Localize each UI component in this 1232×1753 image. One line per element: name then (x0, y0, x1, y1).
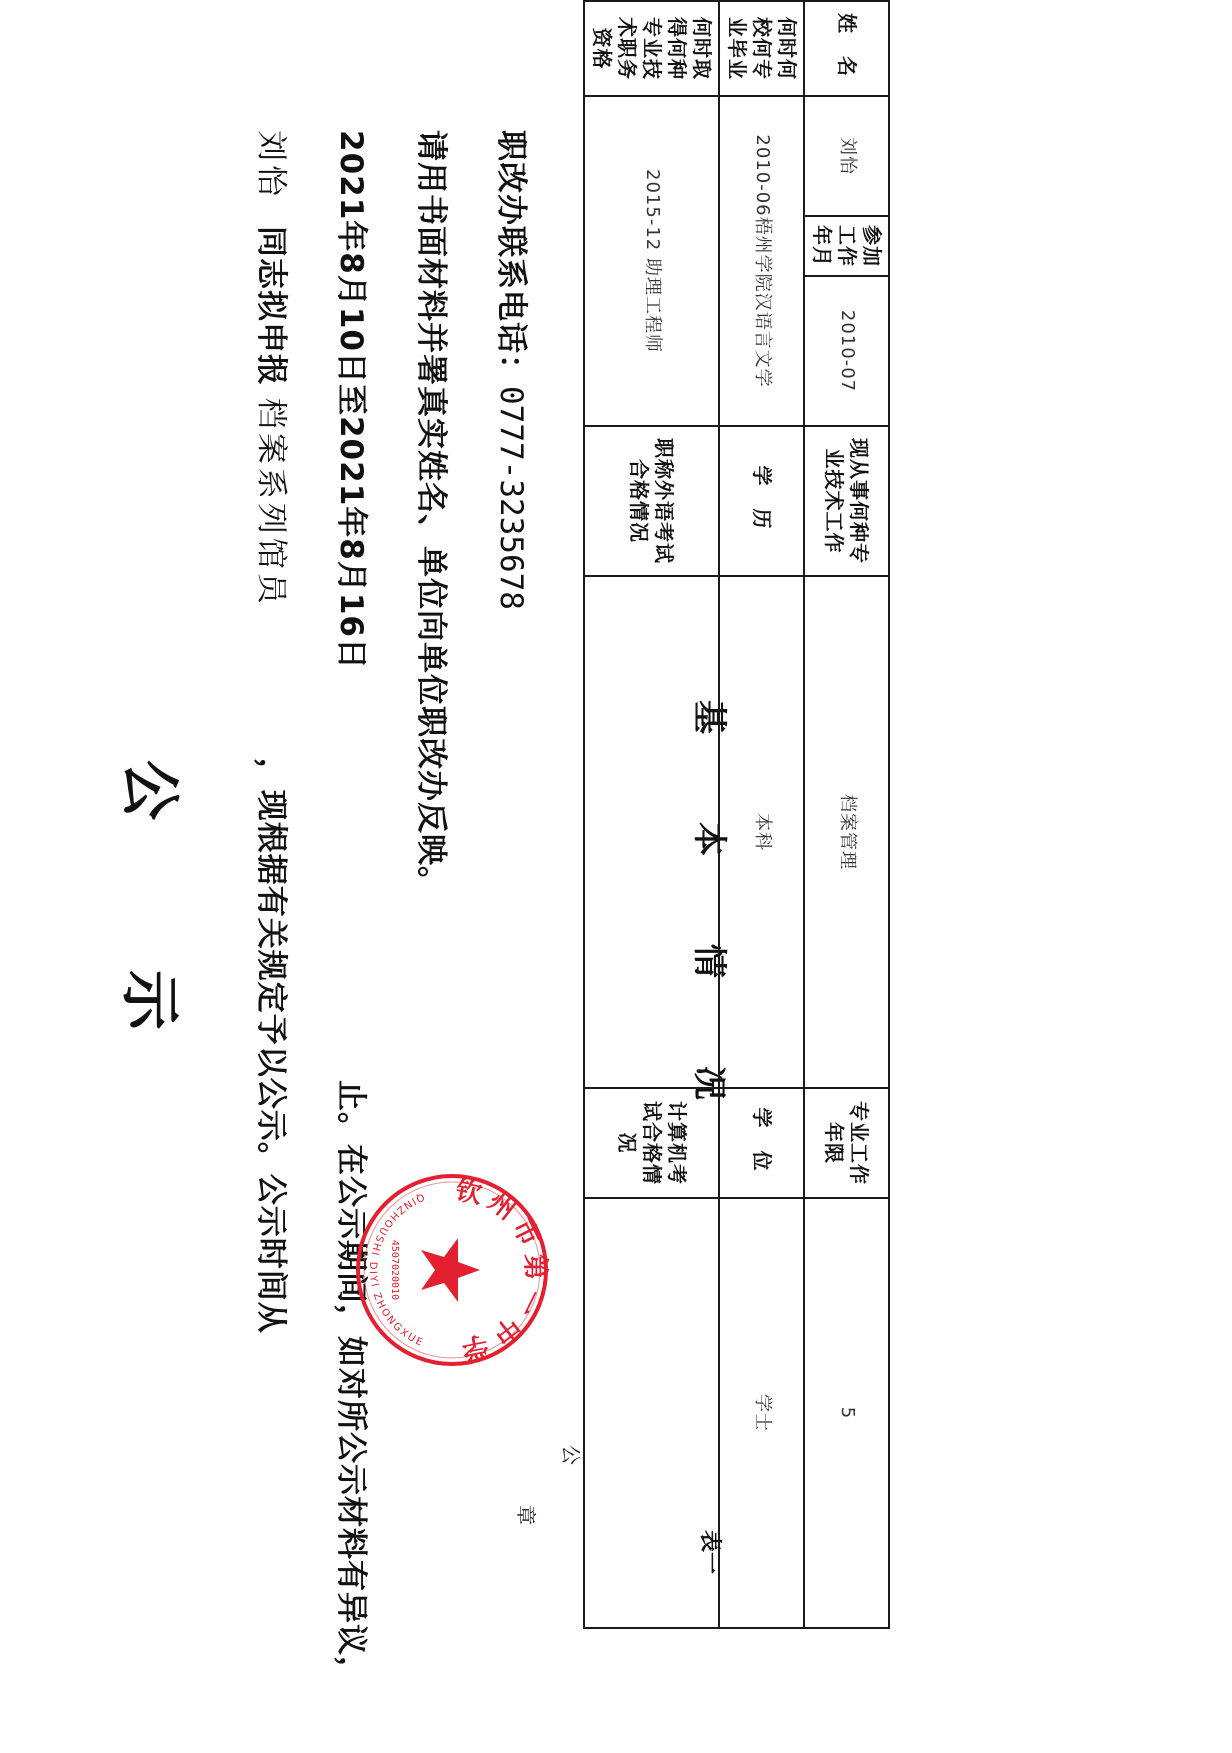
work-years-value: 5 (804, 1198, 889, 1628)
name-value: 刘怡 (804, 96, 889, 216)
degree-label: 学 位 (719, 1088, 804, 1198)
line1-text-b: ，现根据有关规定予以公示。公示时间从 (253, 757, 289, 1334)
body-line-1 (252, 130, 297, 1334)
computer-exam-label: 计算机考试合格情况 (584, 1088, 719, 1198)
seal-code-text: 4507020010 (389, 1239, 400, 1301)
publicity-period: 2021年8月10日至2021年8月16日 (333, 130, 369, 670)
work-start-label: 参加工作年月 (804, 216, 889, 276)
table-id: 表一 (697, 1530, 722, 1575)
basic-info-table (583, 0, 890, 1629)
table-row (804, 1, 889, 1628)
graduation-value: 2010-06梧州学院汉语言文学 (719, 96, 804, 426)
current-work-value: 档案管理 (804, 576, 889, 1088)
line1-text-a: 同志拟申报 (253, 226, 289, 386)
applied-position: 档案系列馆员 (253, 397, 289, 608)
line2-text-b: 止。在公示期间，如对所公示材料有异议， (333, 1079, 369, 1688)
education-value: 本科 (719, 576, 804, 1088)
foreign-language-value (584, 576, 719, 1088)
seal-label-zhang: 章 (514, 1505, 538, 1525)
foreign-language-label: 职称外语考试合格情况 (584, 426, 719, 576)
seal-pinyin-text: QINZHOUSHI DIYI ZHONGXUE (366, 1190, 426, 1350)
degree-value: 学士 (719, 1198, 804, 1628)
page-title: 公示 (114, 760, 184, 1180)
body-line-3: 请用书面材料并署真实姓名、单位向单位职改办反映。 (413, 130, 449, 898)
computer-exam-value (584, 1198, 719, 1628)
qualification-label: 何时取得何种专业技术职务资格 (584, 1, 719, 96)
graduation-label: 何时何校何专业毕业 (719, 1, 804, 96)
contact-phone: 0777-3235678 (493, 386, 529, 610)
body-line-2 (332, 130, 377, 1688)
work-years-label: 专业工作年限 (804, 1088, 889, 1198)
table-title: 基本情况 (689, 700, 729, 1188)
seal-name-text: 钦州市第一中学 (453, 1175, 550, 1365)
applicant-name: 刘怡 (253, 130, 289, 200)
work-start-value: 2010-07 (804, 276, 889, 426)
qualification-value: 2015-12 助理工程师 (584, 96, 719, 426)
body-line-4 (492, 130, 537, 610)
seal-label-gong: 公 (559, 1445, 583, 1465)
table-row (719, 1, 804, 1628)
table-row (584, 1, 719, 1628)
contact-label: 职改办联系电话： (493, 130, 529, 386)
name-label: 姓 名 (804, 1, 889, 96)
current-work-label: 现从事何种专业技术工作 (804, 426, 889, 576)
official-seal-stamp (352, 1170, 552, 1370)
star-icon (421, 1238, 480, 1302)
education-label: 学 历 (719, 426, 804, 576)
